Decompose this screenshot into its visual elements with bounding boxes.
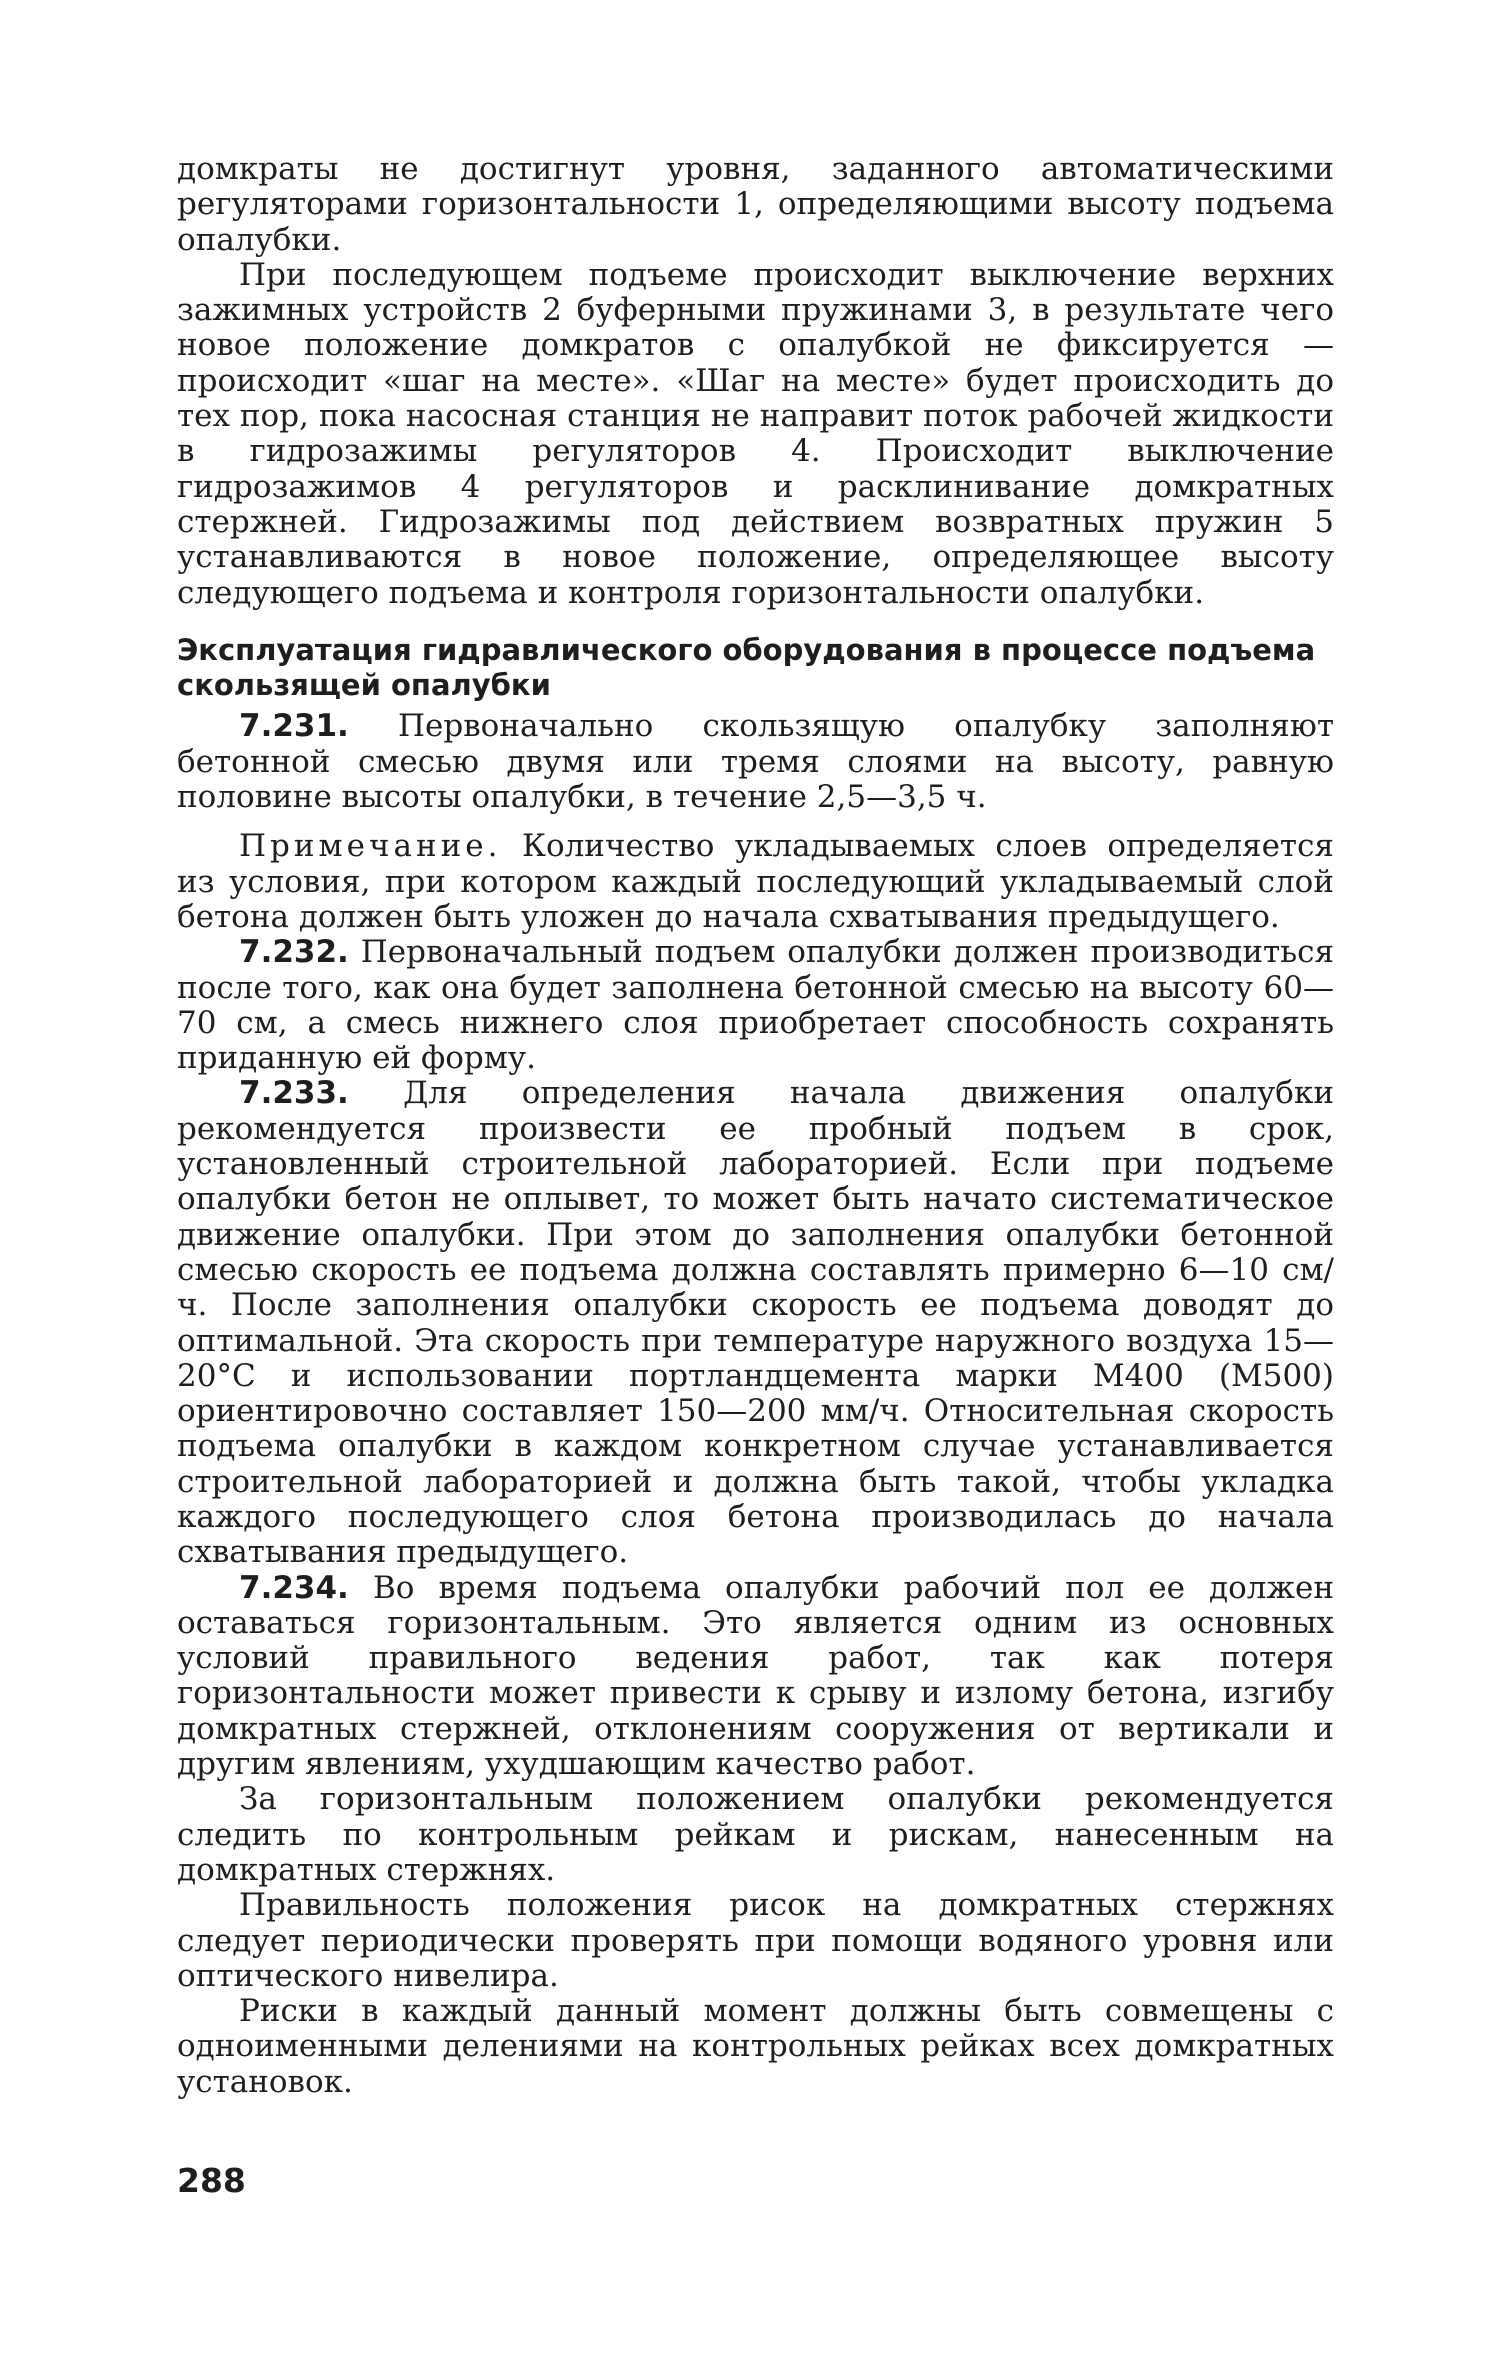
clause-7-233 <box>177 1076 1334 1570</box>
note-text: Количество укладываемых слоев определяется из условия, при котором каждый последующий укладываемый слой бетона должен быть уложен до начала схватывания предыдущего. <box>177 828 1334 935</box>
clause-7-234 <box>177 1571 1334 1783</box>
body-text <box>177 152 1334 2100</box>
clause-number: 7.234. <box>239 1569 349 1606</box>
paragraph-final: Риски в каждый данный момент должны быть совмещены с одноименными делениями на контрольных рейках всех домкратных установок. <box>177 1993 1334 2100</box>
clause-number: 7.231. <box>239 708 349 745</box>
note <box>177 829 1334 935</box>
paragraph-marks: Правильность положения рисок на домкратных стержнях следует периодически проверять при помощи водяного уровня или оптического нивелира. <box>177 1887 1334 1994</box>
clause-number: 7.233. <box>239 1075 349 1112</box>
paragraph-continuation: домкраты не достигнут уровня, заданного автоматическими регуляторами горизонтальности 1, определяющими высоту подъема опалубки. <box>177 151 1334 258</box>
clause-text: Первоначальный подъем опалубки должен производиться после того, как она будет заполнена бетонной смесью на высоту 60—70 см, а смесь нижнего слоя приобретает способность сохранять приданную ей форму. <box>177 934 1334 1077</box>
note-label: Примечание. <box>239 828 502 865</box>
clause-text: Первоначально скользящую опалубку заполняют бетонной смесью двумя или тремя слоями на высоту, равную половине высоты опалубки, в течение 2,5—3,5 ч. <box>177 708 1335 816</box>
clause-7-232 <box>177 935 1334 1076</box>
clause-7-231 <box>177 709 1334 815</box>
page-number: 288 <box>177 2161 246 2200</box>
clause-text: Для определения начала движения опалубки рекомендуется произвести ее пробный подъем в срок, установленный строительной лабораторией. Если при подъеме опалубки бетон не оплывет, то может быть начато систематическое движение опалубки. При этом до заполнения опалубки бетонной смесью скорость ее подъема должна составлять примерно 6—10 см/ч. После заполнения опалубки скорость ее подъема доводят до оптимальной. Эта скорость при температуре наружного воздуха 15—20°С и использовании портландцемента марки М400 (М500) ориентировочно составляет 150—200 мм/ч. Относительная скорость подъема опалубки в каждом конкретном случае устанавливается строительной лабораторией и должна быть такой, чтобы укладка каждого последующего слоя бетона производилась до начала схватывания предыдущего. <box>177 1075 1334 1571</box>
clause-text: Во время подъема опалубки рабочий пол ее должен оставаться горизонтальным. Это является одним из основных условий правильного ведения работ, так как потеря горизонтальности может привести к срыву и излому бетона, изгибу домкратных стержней, отклонениям сооружения от вертикали и другим явлениям, ухудшающим качество работ. <box>177 1569 1334 1783</box>
paragraph-next-lift: При последующем подъеме происходит выключение верхних зажимных устройств 2 буферными пружинами 3, в результате чего новое положение домкратов с опалубкой не фиксируется — происходит «шаг на месте». «Шаг на месте» будет происходить до тех пор, пока насосная станция не направит поток рабочей жидкости в гидрозажимы регуляторов 4. Происходит выключение гидрозажимов 4 регуляторов и расклинивание домкратных стержней. Гидрозажимы под действием возвратных пружин 5 устанавливаются в новое положение, определяющее высоту следующего подъема и контроля горизонтальности опалубки. <box>177 256 1334 611</box>
section-heading: Эксплуатация гидравлического оборудования в процессе подъема скользящей опалубки <box>177 632 1316 703</box>
paragraph-rails: За горизонтальным положением опалубки рекомендуется следить по контрольным рейкам и рискам, нанесенным на домкратных стержнях. <box>177 1781 1334 1888</box>
clause-number: 7.232. <box>239 934 349 971</box>
